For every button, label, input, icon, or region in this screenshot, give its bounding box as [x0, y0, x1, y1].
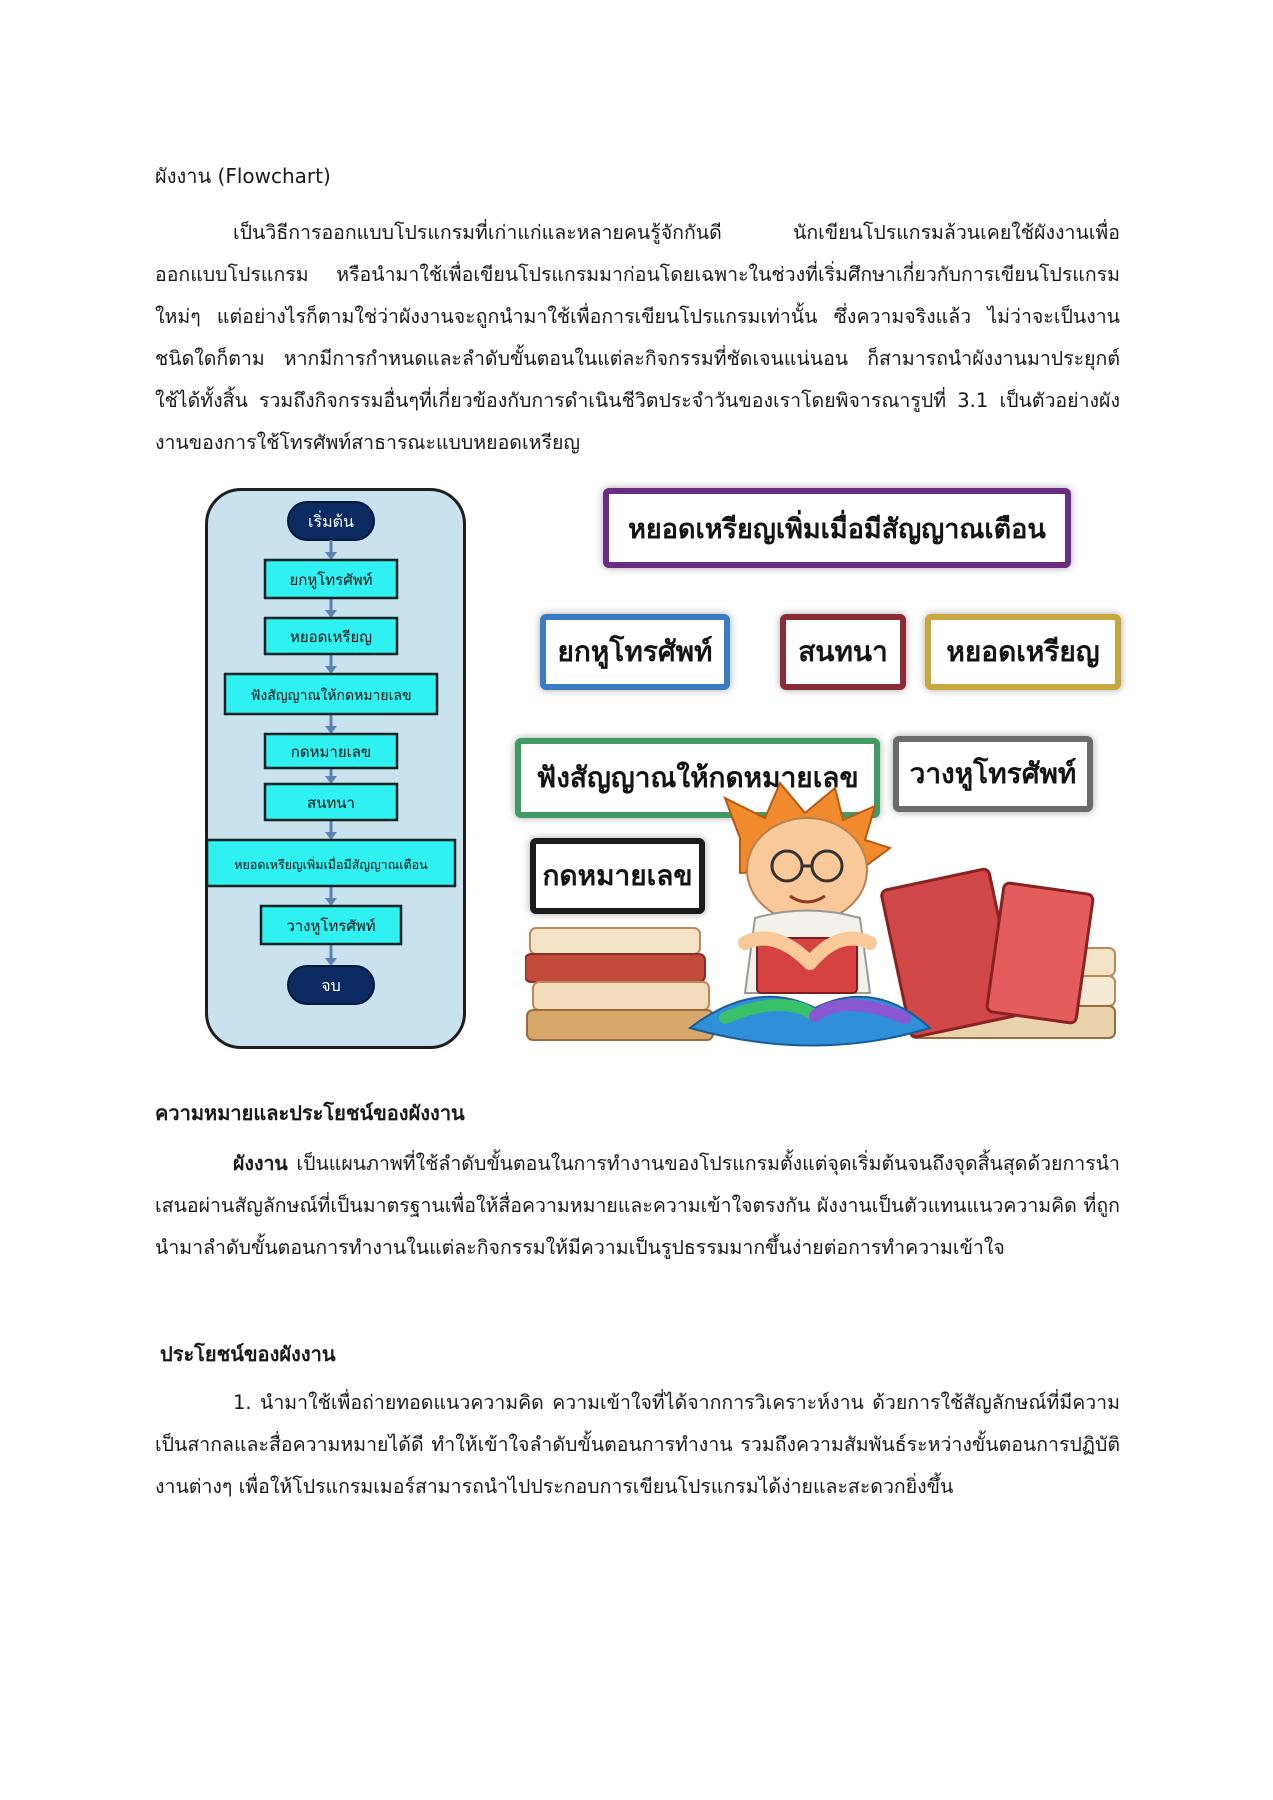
- flowchart-step-label: หยอดเหรียญเพิ่มเมื่อมีสัญญาณเตือน: [234, 857, 428, 872]
- meaning-body: เป็นแผนภาพที่ใช้ลำดับขั้นตอนในการทำงานของโปรแกรมตั้งแต่จุดเริ่มต้นจนถึงจุดสิ้นสุดด้วยการนำเสนอผ่านสัญลักษณ์ที่เป็นมาตรฐานเพื่อให้สื่อความหมายและความเข้าใจตรงกัน ผังงานเป็นตัวแทนแนวความคิด ที่ถูกนำมาลำดับขั้นตอนการทำงานในแต่ละกิจกรรมให้มีความเป็นรูปธรรมมากขึ้นง่ายต่อการทำความเข้าใจ: [155, 1152, 1120, 1259]
- tag-talk: สนทนา: [780, 614, 906, 690]
- flowchart-end-label: จบ: [321, 976, 341, 995]
- meaning-term: ผังงาน: [233, 1152, 288, 1175]
- section-heading-benefits: ประโยชน์ของผังงาน: [160, 1342, 336, 1366]
- flowchart-diagram: [195, 478, 475, 1058]
- flowchart-step-label: กดหมายเลข: [290, 743, 372, 761]
- flowchart-step-label: ฟังสัญญาณให้กดหมายเลข: [250, 688, 412, 704]
- meaning-paragraph: [155, 1143, 1120, 1269]
- book-stack-right-icon: [881, 868, 1115, 1038]
- benefit-item: 1. นำมาใช้เพื่อถ่ายทอดแนวความคิด ความเข้าใจที่ได้จากการวิเคราะห์งาน ด้วยการใช้สัญลักษณ์ที่มีความเป็นสากลและสื่อความหมายได้ดี ทำให้เข้าใจลำดับขั้นตอนการทำงาน รวมถึงความสัมพันธ์ระหว่างขั้นตอนการปฏิบัติงานต่างๆ เพื่อให้โปรแกรมเมอร์สามารถนำไปประกอบการเขียนโปรแกรมได้ง่ายและสะดวกยิ่งขึ้น: [155, 1391, 1120, 1498]
- flowchart-step-label: วางหูโทรศัพท์: [286, 917, 376, 935]
- tag-hang-up: วางหูโทรศัพท์: [893, 736, 1093, 812]
- document-title: ผังงาน (Flowchart): [155, 164, 331, 188]
- section-heading-meaning: ความหมายและประโยชน์ของผังงาน: [155, 1101, 465, 1125]
- meaning-section: [155, 1143, 1120, 1269]
- tag-add-coin: หยอดเหรียญเพิ่มเมื่อมีสัญญาณเตือน: [603, 488, 1071, 568]
- benefits-section: [155, 1382, 1120, 1508]
- boy-with-books-illustration: [525, 778, 1125, 1068]
- intro-section: [155, 212, 1120, 464]
- tag-insert-coin: หยอดเหรียญ: [925, 614, 1121, 690]
- flowchart-start-label: เริ่มต้น: [308, 512, 354, 531]
- flowchart-step-label: ยกหูโทรศัพท์: [289, 571, 373, 589]
- tag-dial: กดหมายเลข: [530, 838, 705, 914]
- flowchart-step-label: สนทนา: [307, 794, 355, 812]
- flowchart-step-label: หยอดเหรียญ: [289, 628, 373, 646]
- flowchart-figure: [195, 478, 1125, 1068]
- intro-paragraph: เป็นวิธีการออกแบบโปรแกรมที่เก่าแก่และหลายคนรู้จักกันดี นักเขียนโปรแกรมล้วนเคยใช้ผังงานเพื่อออกแบบโปรแกรม หรือนำมาใช้เพื่อเขียนโปรแกรมมาก่อนโดยเฉพาะในช่วงที่เริ่มศึกษาเกี่ยวกับการเขียนโปรแกรมใหม่ๆ แต่อย่างไรก็ตามใช่ว่าผังงานจะถูกนำมาใช้เพื่อการเขียนโปรแกรมเท่านั้น ซึ่งความจริงแล้ว ไม่ว่าจะเป็นงานชนิดใดก็ตาม หากมีการกำหนดและลำดับขั้นตอนในแต่ละกิจกรรมที่ชัดเจนแน่นอน ก็สามารถนำผังงานมาประยุกต์ใช้ได้ทั้งสิ้น รวมถึงกิจกรรมอื่นๆที่เกี่ยวข้องกับการดำเนินชีวิตประจำวันของเราโดยพิจารณารูปที่ 3.1 เป็นตัวอย่างผังงานของการใช้โทรศัพท์สาธารณะแบบหยอดเหรียญ: [155, 221, 1120, 454]
- book-stack-left-icon: [525, 928, 713, 1040]
- tag-lift-handset: ยกหูโทรศัพท์: [540, 614, 730, 690]
- tag-listen-tone: ฟังสัญญาณให้กดหมายเลข: [515, 738, 880, 818]
